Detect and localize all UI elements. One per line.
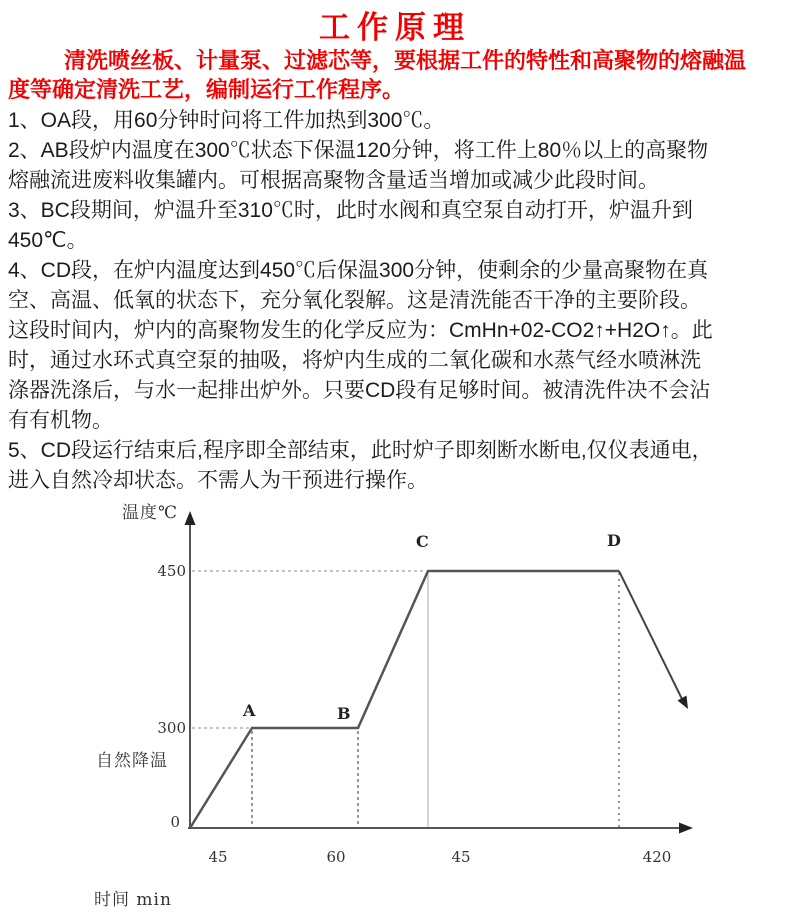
cooling-arrow [619,571,688,709]
point-label-C: C [416,532,429,551]
x-tick-45b: 45 [451,848,471,866]
point-label-A: A [243,701,256,720]
intro-paragraph [8,46,786,104]
x-axis [188,823,693,834]
cooling-annotation: 自然降温 [96,751,168,771]
y-axis-title: 温度℃ [122,503,179,523]
cooling-arrowhead-icon [678,696,689,710]
body-text-line: 这段时间内，炉内的高聚物发生的化学反应为：CmHn+02-CO2↑+H2O↑。此 [8,319,713,342]
intro-line: 度等确定清洗工艺，编制运行工作程序。 [8,77,405,102]
body-text-line: 进入自然冷却状态。不需人为干预进行操作。 [8,469,428,492]
y-axis [185,511,196,828]
y-tick-0: 0 [170,813,180,831]
body-text [8,106,786,496]
body-text-line: 3、BC段期间，炉温升至310℃时，此时水阀和真空泵自动打开，炉温升到 [8,199,693,222]
y-tick-450: 450 [157,562,186,580]
x-axis-arrow-icon [679,823,693,834]
body-text-line: 2、AB段炉内温度在300℃状态下保温120分钟，将工件上80％以上的高聚物 [8,139,709,162]
point-label-D: D [607,531,621,550]
temperature-curve [190,571,619,828]
temperature-time-chart [0,495,790,920]
body-text-line: 涤器洗涤后，与水一起排出炉外。只要CD段有足够时间。被清洗件决不会沾 [8,379,711,402]
x-tick-45a: 45 [208,848,228,866]
body-text-line: 空、高温、低氧的状态下，充分氧化裂解。这是清洗能否干净的主要阶段。 [8,289,701,312]
body-text-line: 5、CD段运行结束后,程序即全部结束，此时炉子即刻断水断电,仅仪表通电， [8,439,713,462]
intro-line: 清洗喷丝板、计量泵、过滤芯等，要根据工件的特性和高聚物的熔融温 [64,48,747,73]
point-label-B: B [337,704,351,723]
body-text-line: 1、OA段，用60分钟时问将工件加热到300℃。 [8,109,445,132]
x-tick-60: 60 [326,848,346,866]
body-text-line: 时，通过水环式真空泵的抽吸，将炉内生成的二氧化碳和水蒸气经水喷淋洗 [8,349,701,372]
x-tick-420: 420 [642,848,672,866]
body-text-line: 有有机物。 [8,409,113,432]
x-axis-title: 时间 min [94,890,172,910]
y-tick-300: 300 [157,719,186,737]
body-text-line: 450℃。 [8,229,88,252]
body-text-line: 熔融流进废料收集罐内。可根据高聚物含量适当增加或减少此段时间。 [8,169,659,192]
y-axis-arrow-icon [185,511,196,525]
body-text-line: 4、CD段，在炉内温度达到450℃后保温300分钟，使剩余的少量高聚物在真 [8,259,709,282]
page-title: 工作原理 [319,10,471,45]
